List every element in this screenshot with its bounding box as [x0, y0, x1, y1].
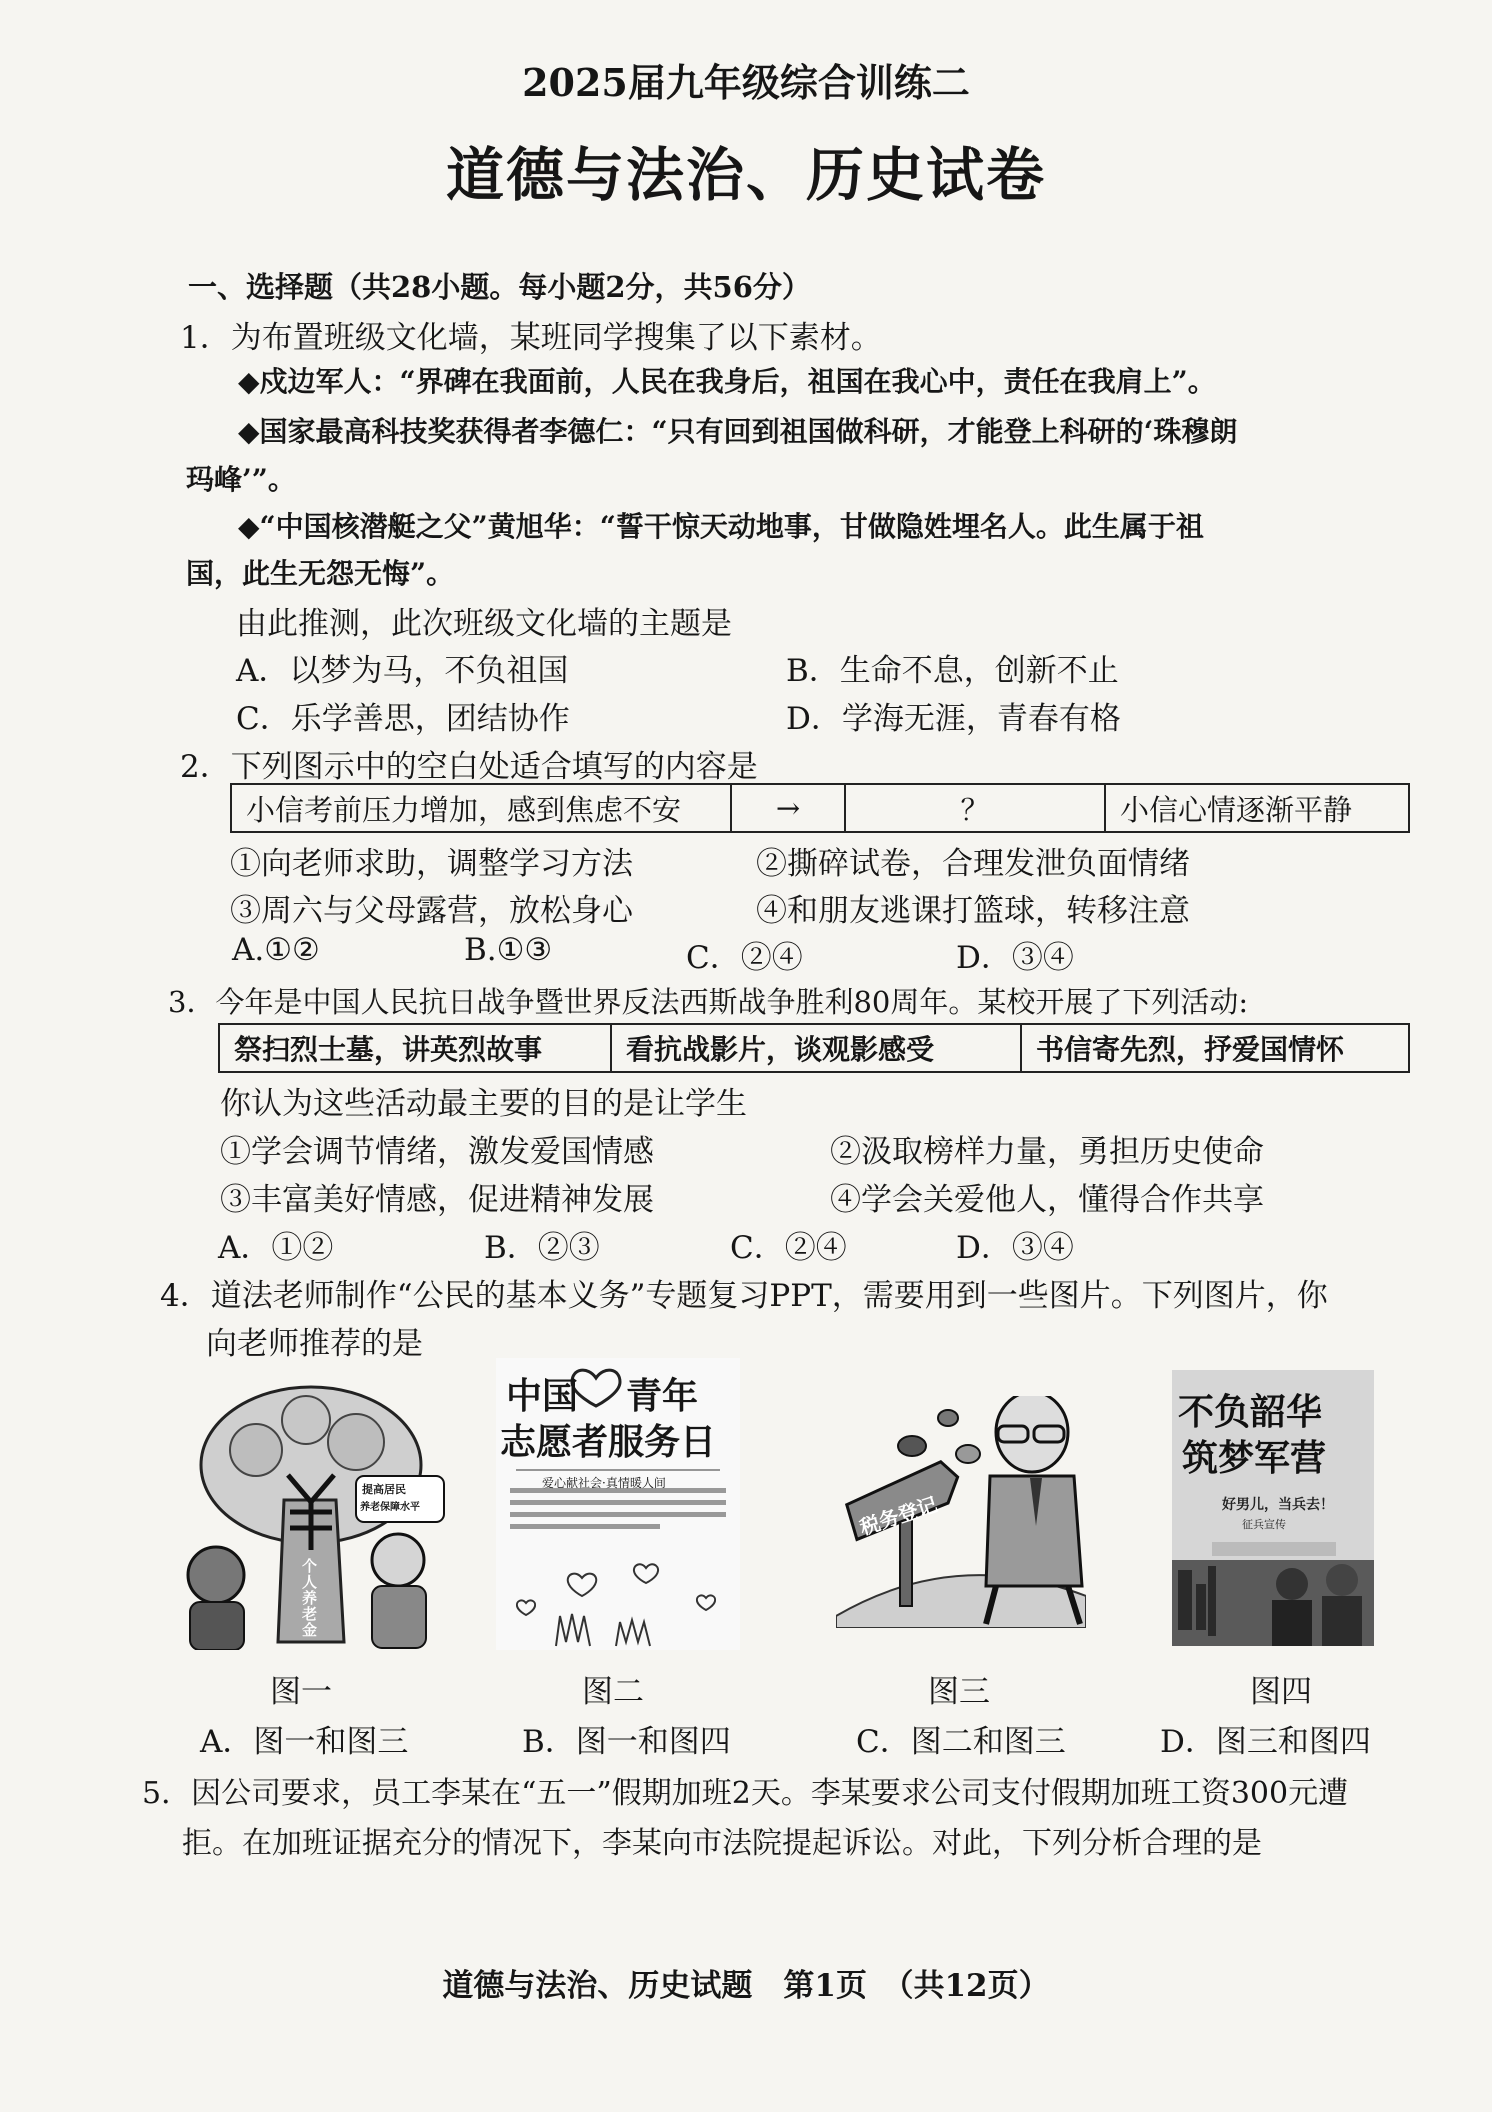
exam-header-line1: 2025届九年级综合训练二 [522, 60, 970, 105]
fig2-subtitle: 爱心献社会·真情暖人间 [542, 1476, 666, 1490]
q2-option-c[interactable]: C．②④ [686, 940, 803, 976]
q4-figure-3 [836, 1396, 1086, 1628]
fig2-title-2: 志愿者服务日 [500, 1421, 717, 1463]
fig1-bubble-line1: 提高居民 [362, 1483, 406, 1496]
q3-option-c[interactable]: C．②④ [730, 1230, 847, 1266]
q4-option-a[interactable]: A．图一和图三 [200, 1724, 409, 1760]
q1-option-a[interactable]: A．以梦为马，不负祖国 [236, 653, 569, 689]
q2-option-b[interactable]: B.①③ [464, 932, 553, 968]
q2-option-a[interactable]: A.①② [232, 932, 320, 968]
fig4-subtitle-2: 征兵宣传 [1242, 1518, 1286, 1531]
q3-option-b[interactable]: B．②③ [484, 1230, 600, 1266]
q1-material-3b: 国，此生无怨无悔”。 [186, 557, 455, 590]
fig3-sign-text: 税务登记 [856, 1492, 941, 1540]
q2-cell-blank: ？ [845, 784, 1105, 832]
fig1-trunk-text: 个人养老金 [302, 1557, 318, 1639]
section-heading: 一、选择题（共28小题。每小题2分，共56分） [188, 270, 811, 304]
q1-option-b[interactable]: B．生命不息，创新不止 [786, 653, 1119, 689]
q2-arrow: → [731, 784, 845, 832]
q3-item-2: ②汲取榜样力量，勇担历史使命 [830, 1134, 1264, 1170]
q1-material-3a: ◆“中国核潜艇之父”黄旭华：“誓干惊天动地事，甘做隐姓埋名人。此生属于祖 [238, 510, 1204, 543]
q4-option-d[interactable]: D．图三和图四 [1160, 1724, 1371, 1760]
q4-caption-3: 图三 [928, 1674, 990, 1710]
q2-cell-end: 小信心情逐渐平静 [1105, 784, 1409, 832]
fig4-title-2: 筑梦军营 [1182, 1437, 1327, 1479]
q4-stem-line1: 4．道法老师制作“公民的基本义务”专题复习PPT，需要用到一些图片。下列图片，你 [160, 1278, 1328, 1314]
q2-option-d[interactable]: D．③④ [956, 940, 1074, 976]
q1-ask: 由此推测，此次班级文化墙的主题是 [236, 606, 732, 642]
q3-stem: 3．今年是中国人民抗日战争暨世界反法西斯战争胜利80周年。某校开展了下列活动: [168, 985, 1249, 1019]
q3-ask: 你认为这些活动最主要的目的是让学生 [220, 1086, 747, 1122]
q1-material-2b: 玛峰’”。 [186, 463, 296, 496]
q3-option-d[interactable]: D．③④ [956, 1230, 1074, 1266]
q4-figure-4 [1172, 1370, 1374, 1646]
q3-option-a[interactable]: A．①② [218, 1230, 334, 1266]
q3-item-4: ④学会关爱他人，懂得合作共享 [830, 1182, 1264, 1218]
q1-stem: 1．为布置班级文化墙，某班同学搜集了以下素材。 [180, 320, 882, 356]
q3-item-1: ①学会调节情绪，激发爱国情感 [220, 1134, 654, 1170]
q2-item-1: ①向老师求助，调整学习方法 [230, 846, 633, 882]
q4-caption-4: 图四 [1250, 1674, 1312, 1710]
fig4-subtitle-1: 好男儿，当兵去！ [1222, 1497, 1334, 1513]
q2-item-4: ④和朋友逃课打篮球，转移注意 [756, 893, 1190, 929]
q3-activity-1: 祭扫烈士墓，讲英烈故事 [219, 1024, 611, 1072]
q2-flow-diagram [230, 783, 1410, 833]
q5-line1: 5．因公司要求，员工李某在“五一”假期加班2天。李某要求公司支付假期加班工资300元遭 [142, 1776, 1349, 1811]
q2-cell-start: 小信考前压力增加，感到焦虑不安 [231, 784, 731, 832]
fig2-title-b: 青年 [626, 1375, 699, 1417]
q1-option-c[interactable]: C．乐学善思，团结协作 [236, 701, 570, 737]
q1-material-1: ◆戍边军人：“界碑在我面前，人民在我身后，祖国在我心中，责任在我肩上”。 [238, 365, 1216, 398]
q3-item-3: ③丰富美好情感，促进精神发展 [220, 1182, 654, 1218]
q4-option-c[interactable]: C．图二和图三 [856, 1724, 1066, 1760]
q5-line2: 拒。在加班证据充分的情况下，李某向市法院提起诉讼。对此，下列分析合理的是 [182, 1826, 1262, 1861]
fig1-bubble-line2: 养老保障水平 [360, 1502, 420, 1513]
q4-option-b[interactable]: B．图一和图四 [522, 1724, 731, 1760]
q4-caption-1: 图一 [270, 1674, 332, 1710]
q3-activity-3: 书信寄先烈，抒爱国情怀 [1021, 1024, 1409, 1072]
q3-activity-2: 看抗战影片，谈观影感受 [611, 1024, 1021, 1072]
fig4-title-1: 不负韶华 [1178, 1391, 1323, 1433]
q4-caption-2: 图二 [582, 1674, 644, 1710]
q2-stem: 2．下列图示中的空白处适合填写的内容是 [180, 749, 758, 785]
q2-item-2: ②撕碎试卷，合理发泄负面情绪 [756, 846, 1190, 882]
q3-activity-table [218, 1023, 1410, 1073]
q2-item-3: ③周六与父母露营，放松身心 [230, 893, 633, 929]
q4-stem-line2: 向老师推荐的是 [206, 1326, 423, 1362]
page-footer: 道德与法治、历史试题 第1页 （共12页） [442, 1968, 1050, 2004]
q4-figure-1 [176, 1380, 446, 1650]
q4-figure-2 [496, 1358, 740, 1650]
fig2-title-a: 中国 [506, 1375, 579, 1417]
exam-title: 道德与法治、历史试卷 [445, 141, 1046, 209]
q1-option-d[interactable]: D．学海无涯，青春有格 [786, 701, 1121, 737]
q1-material-2a: ◆国家最高科技奖获得者李德仁：“只有回到祖国做科研，才能登上科研的‘珠穆朗 [238, 415, 1238, 448]
